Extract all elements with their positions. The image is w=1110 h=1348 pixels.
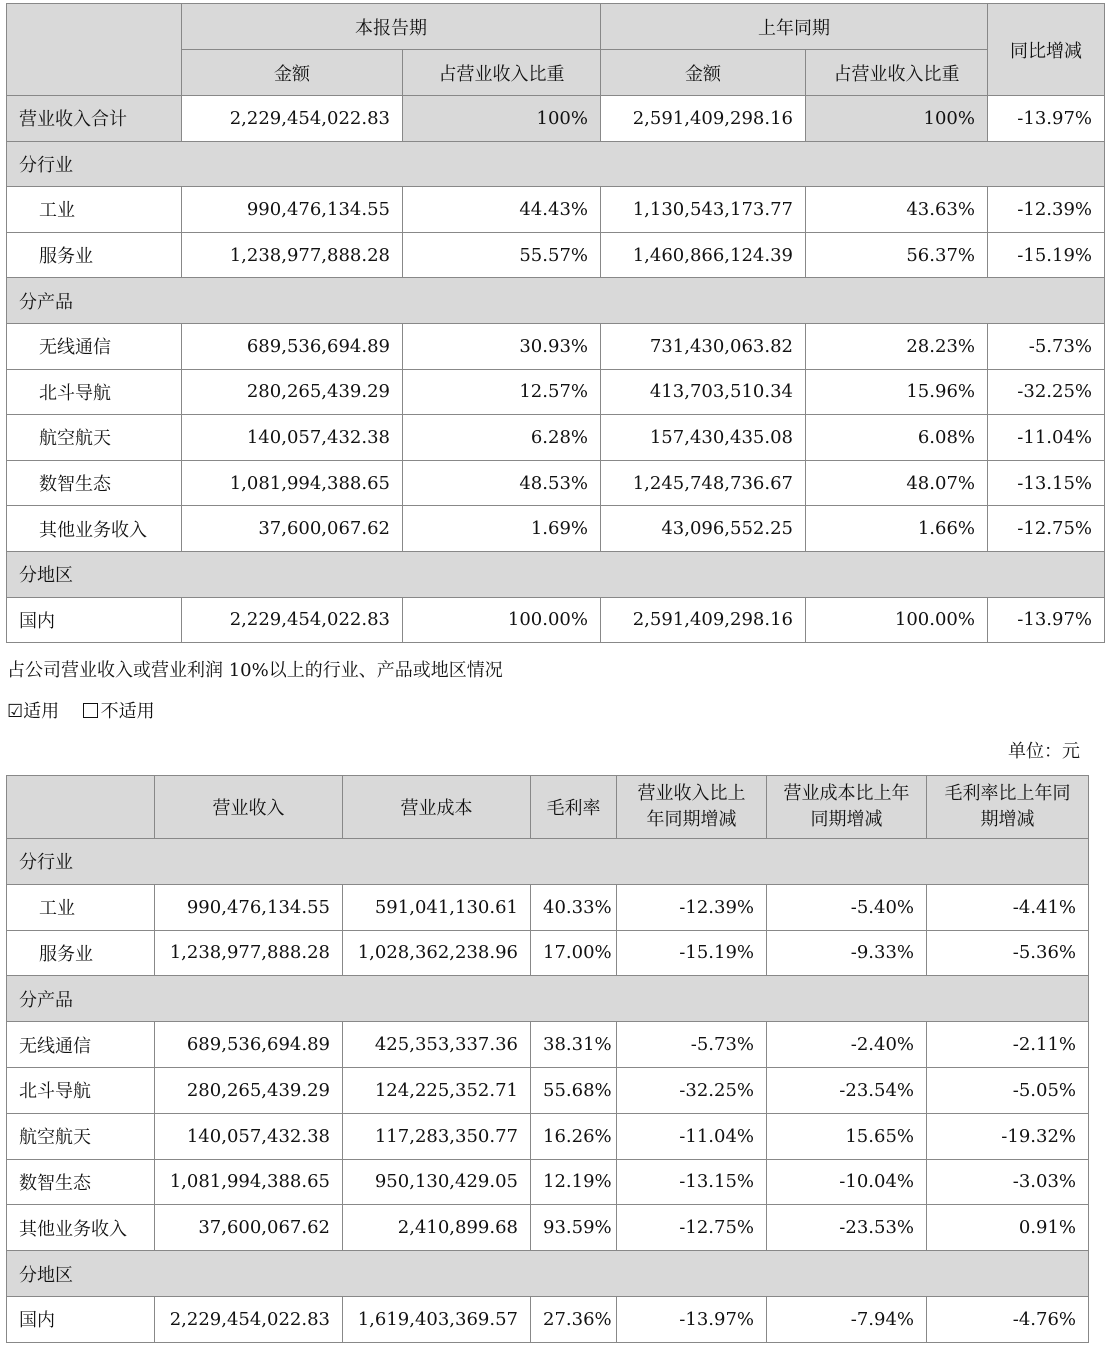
header-blank-cell bbox=[7, 776, 155, 839]
cur-amount: 1,238,977,888.28 bbox=[182, 232, 403, 278]
gross-margin: 17.00% bbox=[531, 930, 617, 976]
header-cur-amount: 金额 bbox=[182, 50, 403, 96]
margin-yoy: 0.91% bbox=[927, 1205, 1089, 1251]
pri-share: 56.37% bbox=[806, 232, 988, 278]
table-row bbox=[7, 187, 1105, 233]
total-row bbox=[7, 96, 1105, 142]
row-label: 服务业 bbox=[7, 232, 182, 278]
applicability-line bbox=[7, 697, 155, 723]
header-rev-yoy: 营业收入比上年同期增减 bbox=[617, 776, 767, 839]
pri-share: 6.08% bbox=[806, 415, 988, 461]
revenue: 37,600,067.62 bbox=[155, 1205, 343, 1251]
cur-share: 12.57% bbox=[403, 369, 601, 415]
cost: 1,028,362,238.96 bbox=[343, 930, 531, 976]
yoy-change: -13.15% bbox=[988, 460, 1105, 506]
pri-amount: 43,096,552.25 bbox=[601, 506, 806, 552]
row-label: 数智生态 bbox=[7, 460, 182, 506]
cost: 124,225,352.71 bbox=[343, 1067, 531, 1113]
section-row bbox=[7, 278, 1105, 324]
row-label: 工业 bbox=[7, 884, 155, 930]
section-title: 分行业 bbox=[7, 141, 1105, 187]
cur-amount: 990,476,134.55 bbox=[182, 187, 403, 233]
total-cur-amount: 2,229,454,022.83 bbox=[182, 96, 403, 142]
cur-amount: 37,600,067.62 bbox=[182, 506, 403, 552]
revenue-yoy: -13.97% bbox=[617, 1296, 767, 1342]
gross-margin: 40.33% bbox=[531, 884, 617, 930]
revenue-yoy: -5.73% bbox=[617, 1022, 767, 1068]
cur-share: 6.28% bbox=[403, 415, 601, 461]
section-row bbox=[7, 839, 1089, 885]
pri-amount: 157,430,435.08 bbox=[601, 415, 806, 461]
pri-share: 15.96% bbox=[806, 369, 988, 415]
yoy-change: -11.04% bbox=[988, 415, 1105, 461]
cost: 950,130,429.05 bbox=[343, 1159, 531, 1205]
revenue: 990,476,134.55 bbox=[155, 884, 343, 930]
revenue: 2,229,454,022.83 bbox=[155, 1296, 343, 1342]
yoy-change: -12.39% bbox=[988, 187, 1105, 233]
cost-yoy: -23.54% bbox=[767, 1067, 927, 1113]
cur-amount: 140,057,432.38 bbox=[182, 415, 403, 461]
not-applicable-label: 不适用 bbox=[100, 701, 155, 722]
header-pri-amount: 金额 bbox=[601, 50, 806, 96]
header-revenue: 营业收入 bbox=[155, 776, 343, 839]
cur-amount: 280,265,439.29 bbox=[182, 369, 403, 415]
header-cost-yoy: 营业成本比上年同期增减 bbox=[767, 776, 927, 839]
cost: 117,283,350.77 bbox=[343, 1113, 531, 1159]
table-row bbox=[7, 884, 1089, 930]
cost: 2,410,899.68 bbox=[343, 1205, 531, 1251]
yoy-change: -13.97% bbox=[988, 597, 1105, 643]
not-applicable-checkbox[interactable] bbox=[83, 703, 98, 718]
row-label: 航空航天 bbox=[7, 1113, 155, 1159]
cost: 591,041,130.61 bbox=[343, 884, 531, 930]
header-current-period: 本报告期 bbox=[182, 4, 601, 50]
revenue: 140,057,432.38 bbox=[155, 1113, 343, 1159]
pri-share: 43.63% bbox=[806, 187, 988, 233]
row-label: 北斗导航 bbox=[7, 369, 182, 415]
section-title: 分产品 bbox=[7, 976, 1089, 1022]
pri-share: 100.00% bbox=[806, 597, 988, 643]
row-label: 服务业 bbox=[7, 930, 155, 976]
applicable-checkbox[interactable]: ☑ bbox=[7, 701, 24, 722]
section-title: 分产品 bbox=[7, 278, 1105, 324]
yoy-change: -15.19% bbox=[988, 232, 1105, 278]
cur-share: 30.93% bbox=[403, 323, 601, 369]
margin-yoy: -5.36% bbox=[927, 930, 1089, 976]
row-label: 其他业务收入 bbox=[7, 506, 182, 552]
section-row bbox=[7, 1251, 1089, 1297]
table-row bbox=[7, 930, 1089, 976]
cost: 1,619,403,369.57 bbox=[343, 1296, 531, 1342]
revenue-yoy: -13.15% bbox=[617, 1159, 767, 1205]
row-label: 北斗导航 bbox=[7, 1067, 155, 1113]
table-row bbox=[7, 1113, 1089, 1159]
margin-yoy: -19.32% bbox=[927, 1113, 1089, 1159]
row-label: 无线通信 bbox=[7, 323, 182, 369]
cost-yoy: 15.65% bbox=[767, 1113, 927, 1159]
total-cur-share: 100% bbox=[403, 96, 601, 142]
header-pri-share: 占营业收入比重 bbox=[806, 50, 988, 96]
cur-share: 55.57% bbox=[403, 232, 601, 278]
pri-amount: 2,591,409,298.16 bbox=[601, 597, 806, 643]
cost-yoy: -2.40% bbox=[767, 1022, 927, 1068]
revenue-yoy: -12.75% bbox=[617, 1205, 767, 1251]
margin-yoy: -4.41% bbox=[927, 884, 1089, 930]
revenue-yoy: -32.25% bbox=[617, 1067, 767, 1113]
row-label: 国内 bbox=[7, 1296, 155, 1342]
header-cur-share: 占营业收入比重 bbox=[403, 50, 601, 96]
table-row bbox=[7, 1205, 1089, 1251]
cur-share: 48.53% bbox=[403, 460, 601, 506]
pri-amount: 413,703,510.34 bbox=[601, 369, 806, 415]
table-row bbox=[7, 460, 1105, 506]
yoy-change: -32.25% bbox=[988, 369, 1105, 415]
header-prior-period: 上年同期 bbox=[601, 4, 988, 50]
revenue: 1,238,977,888.28 bbox=[155, 930, 343, 976]
table-row bbox=[7, 1022, 1089, 1068]
header-blank-cell bbox=[7, 4, 182, 96]
unit-label: 单位：元 bbox=[1008, 741, 1080, 762]
major-segments-table bbox=[6, 775, 1089, 1343]
header-margin-yoy: 毛利率比上年同期增减 bbox=[927, 776, 1089, 839]
section-row bbox=[7, 976, 1089, 1022]
row-label: 工业 bbox=[7, 187, 182, 233]
cur-amount: 1,081,994,388.65 bbox=[182, 460, 403, 506]
gross-margin: 27.36% bbox=[531, 1296, 617, 1342]
revenue-yoy: -12.39% bbox=[617, 884, 767, 930]
total-pri-amount: 2,591,409,298.16 bbox=[601, 96, 806, 142]
cost-yoy: -5.40% bbox=[767, 884, 927, 930]
revenue-composition-table bbox=[6, 3, 1105, 643]
cost-yoy: -10.04% bbox=[767, 1159, 927, 1205]
yoy-change: -5.73% bbox=[988, 323, 1105, 369]
table-row bbox=[7, 369, 1105, 415]
total-yoy: -13.97% bbox=[988, 96, 1105, 142]
note-heading: 占公司营业收入或营业利润 10%以上的行业、产品或地区情况 bbox=[7, 660, 503, 681]
table-row bbox=[7, 232, 1105, 278]
revenue: 689,536,694.89 bbox=[155, 1022, 343, 1068]
margin-yoy: -5.05% bbox=[927, 1067, 1089, 1113]
header-margin: 毛利率 bbox=[531, 776, 617, 839]
total-pri-share: 100% bbox=[806, 96, 988, 142]
cur-share: 1.69% bbox=[403, 506, 601, 552]
gross-margin: 16.26% bbox=[531, 1113, 617, 1159]
cost-yoy: -7.94% bbox=[767, 1296, 927, 1342]
cur-amount: 2,229,454,022.83 bbox=[182, 597, 403, 643]
table-row bbox=[7, 1159, 1089, 1205]
row-label: 数智生态 bbox=[7, 1159, 155, 1205]
pri-amount: 731,430,063.82 bbox=[601, 323, 806, 369]
row-label: 航空航天 bbox=[7, 415, 182, 461]
gross-margin: 12.19% bbox=[531, 1159, 617, 1205]
table-row bbox=[7, 323, 1105, 369]
revenue-yoy: -15.19% bbox=[617, 930, 767, 976]
pri-amount: 1,245,748,736.67 bbox=[601, 460, 806, 506]
applicable-label: 适用 bbox=[23, 701, 60, 722]
gross-margin: 55.68% bbox=[531, 1067, 617, 1113]
margin-yoy: -4.76% bbox=[927, 1296, 1089, 1342]
table-row bbox=[7, 415, 1105, 461]
row-label: 其他业务收入 bbox=[7, 1205, 155, 1251]
revenue: 1,081,994,388.65 bbox=[155, 1159, 343, 1205]
cur-share: 44.43% bbox=[403, 187, 601, 233]
section-row bbox=[7, 141, 1105, 187]
pri-share: 28.23% bbox=[806, 323, 988, 369]
margin-yoy: -3.03% bbox=[927, 1159, 1089, 1205]
pri-share: 48.07% bbox=[806, 460, 988, 506]
table-row bbox=[7, 506, 1105, 552]
section-title: 分地区 bbox=[7, 551, 1105, 597]
pri-amount: 1,130,543,173.77 bbox=[601, 187, 806, 233]
revenue-yoy: -11.04% bbox=[617, 1113, 767, 1159]
table-row bbox=[7, 597, 1105, 643]
cost-yoy: -23.53% bbox=[767, 1205, 927, 1251]
gross-margin: 93.59% bbox=[531, 1205, 617, 1251]
margin-yoy: -2.11% bbox=[927, 1022, 1089, 1068]
row-label: 无线通信 bbox=[7, 1022, 155, 1068]
section-title: 分地区 bbox=[7, 1251, 1089, 1297]
gross-margin: 38.31% bbox=[531, 1022, 617, 1068]
section-title: 分行业 bbox=[7, 839, 1089, 885]
pri-share: 1.66% bbox=[806, 506, 988, 552]
yoy-change: -12.75% bbox=[988, 506, 1105, 552]
cur-amount: 689,536,694.89 bbox=[182, 323, 403, 369]
cost-yoy: -9.33% bbox=[767, 930, 927, 976]
section-row bbox=[7, 551, 1105, 597]
total-label: 营业收入合计 bbox=[7, 96, 182, 142]
header-yoy: 同比增减 bbox=[988, 4, 1105, 96]
header-cost: 营业成本 bbox=[343, 776, 531, 839]
table-row bbox=[7, 1067, 1089, 1113]
table-row bbox=[7, 1296, 1089, 1342]
cost: 425,353,337.36 bbox=[343, 1022, 531, 1068]
cur-share: 100.00% bbox=[403, 597, 601, 643]
row-label: 国内 bbox=[7, 597, 182, 643]
pri-amount: 1,460,866,124.39 bbox=[601, 232, 806, 278]
revenue: 280,265,439.29 bbox=[155, 1067, 343, 1113]
